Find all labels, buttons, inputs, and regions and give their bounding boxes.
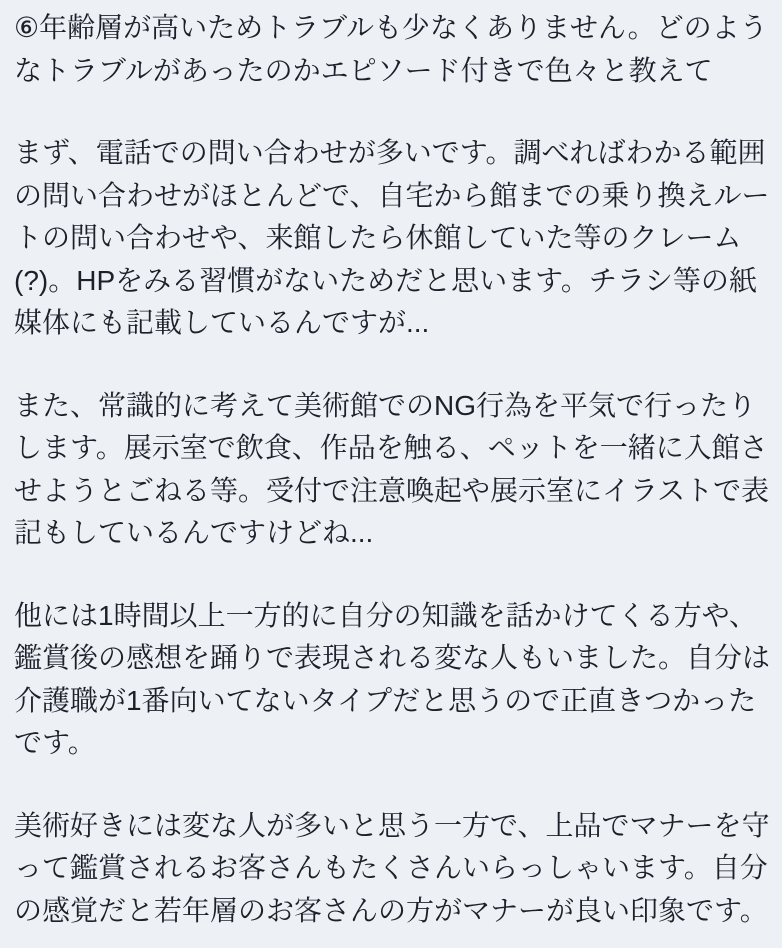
text-line: せようとごねる等。受付で注意喚起や展示室にイラストで表 bbox=[14, 474, 770, 506]
text-line: 記もしているんですけどね... bbox=[14, 517, 374, 548]
text-line: なトラブルがあったのかエピソード付きで色々と教えて bbox=[14, 54, 713, 86]
text-line: トの問い合わせや、来館したら休館していた等のクレーム bbox=[14, 222, 742, 253]
paragraph-answer-2 bbox=[14, 385, 770, 555]
text-line: って鑑賞されるお客さんもたくさんいらっしゃいます。自分 bbox=[14, 852, 768, 883]
text-line: また、常識的に考えて美術館でのNG行為を平気で行ったり bbox=[14, 389, 757, 421]
text-line: 介護職が1番向いてないタイプだと思うので正直きつかった bbox=[14, 684, 757, 716]
text-line: です。 bbox=[14, 727, 96, 758]
text-line: 鑑賞後の感想を踊りで表現される変な人もいました。自分は bbox=[14, 642, 771, 673]
paragraph-answer-3 bbox=[14, 595, 771, 765]
text-line: まず、電話での問い合わせが多いです。調べればわかる範囲 bbox=[14, 137, 766, 168]
text-line: の問い合わせがほとんどで、自宅から館までの乗り換えルー bbox=[14, 179, 770, 211]
text-line: (?)。HPをみる習慣がないためだと思います。チラシ等の紙 bbox=[14, 264, 757, 296]
text-line: ⑥年齢層が高いためトラブルも少なくありません。どのよう bbox=[14, 12, 768, 43]
paragraph-answer-4 bbox=[14, 805, 770, 933]
paragraph-answer-1 bbox=[14, 132, 770, 345]
text-line: します。展示室で飲食、作品を触る、ペットを一緒に入館さ bbox=[14, 432, 768, 463]
text-line: 美術好きには変な人が多いと思う一方で、上品でマナーを守 bbox=[14, 809, 770, 841]
text-line: 媒体にも記載しているんですが... bbox=[14, 307, 430, 338]
paragraph-question-0 bbox=[14, 7, 766, 92]
text-line: の感覚だと若年層のお客さんの方がマナーが良い印象です。 bbox=[14, 894, 768, 926]
paragraph-list bbox=[14, 7, 771, 932]
text-line: 他には1時間以上一方的に自分の知識を話かけてくる方や、 bbox=[14, 599, 758, 631]
